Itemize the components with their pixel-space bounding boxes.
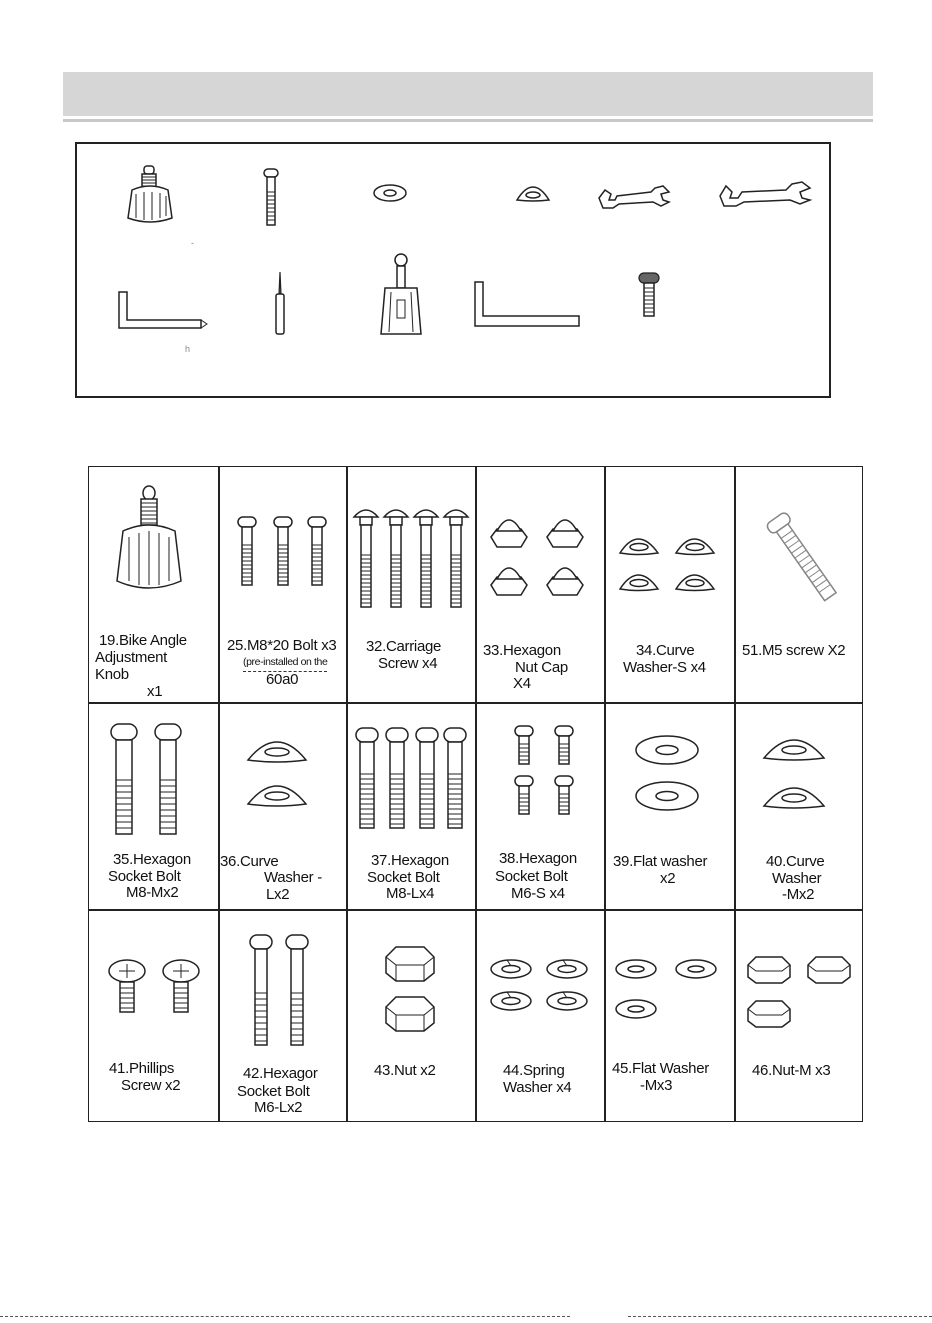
part-label: 19.Bike Angle xyxy=(99,632,187,649)
part-label: 25.M8*20 Bolt x3 xyxy=(227,637,337,654)
part-label: 34.Curve xyxy=(636,642,695,659)
part-label: 60a0 xyxy=(266,671,299,688)
flat-washer-icon xyxy=(634,734,700,821)
part-cell-43 xyxy=(346,909,475,1121)
part-cell-36 xyxy=(218,702,346,909)
curve-washer-icon xyxy=(246,732,308,817)
part-label: M6-S x4 xyxy=(511,885,565,902)
phillips-screw-icon xyxy=(107,957,203,1020)
part-label: M8-Lx4 xyxy=(386,885,435,902)
section-header-bar xyxy=(63,72,873,116)
header-underline xyxy=(63,119,873,122)
part-cell-38 xyxy=(475,702,604,909)
carriage-screw-icon xyxy=(352,503,470,614)
part-label: Screw x4 xyxy=(378,655,438,672)
part-cell-34 xyxy=(604,467,734,702)
part-label: x1 xyxy=(147,683,163,700)
part-label: -Mx2 xyxy=(782,886,815,903)
part-label: x2 xyxy=(660,870,676,887)
screwdriver-icon xyxy=(273,272,287,336)
part-label: 45.Flat Washer xyxy=(612,1060,709,1077)
curve-washer-icon xyxy=(618,529,718,602)
adjustment-knob-icon xyxy=(122,164,178,226)
part-cell-25 xyxy=(218,467,346,702)
socket-bolt-icon xyxy=(513,724,577,823)
part-label: (pre-installed on the xyxy=(243,654,327,672)
part-label: M6-Lx2 xyxy=(254,1099,303,1116)
part-cell-19 xyxy=(89,467,218,702)
socket-bolt-icon xyxy=(354,726,468,835)
part-cell-45 xyxy=(604,909,734,1121)
part-label: 44.Spring xyxy=(503,1062,565,1079)
curve-washer-icon xyxy=(762,730,826,819)
tool-caption: h xyxy=(185,344,191,354)
part-label: 35.Hexagon xyxy=(113,851,191,868)
part-label: 51.M5 screw X2 xyxy=(742,642,846,659)
part-cell-35 xyxy=(89,702,218,909)
curve-washer-icon xyxy=(514,180,552,204)
part-label: Adjustment xyxy=(95,649,168,666)
part-label: M8-Mx2 xyxy=(126,884,179,901)
part-label: -Mx3 xyxy=(640,1077,673,1094)
part-label: 40.Curve xyxy=(766,853,825,870)
part-label: Washer xyxy=(772,870,822,887)
part-label: 37.Hexagon xyxy=(371,852,449,869)
part-cell-41 xyxy=(89,909,218,1121)
part-cell-37 xyxy=(346,702,475,909)
hex-nut-icon xyxy=(382,945,438,1040)
part-label: Washer-S x4 xyxy=(623,659,706,676)
allen-key-icon xyxy=(473,280,583,330)
part-label: 43.Nut x2 xyxy=(374,1062,436,1079)
part-label: 46.Nut-M x3 xyxy=(752,1062,831,1079)
flat-washer-icon xyxy=(614,957,722,1028)
part-label: 36.Curve xyxy=(220,853,279,870)
hardware-parts-grid xyxy=(88,466,863,1122)
part-cell-51 xyxy=(734,467,864,702)
page-edge-line xyxy=(0,1316,570,1317)
part-label: Socket Bolt xyxy=(367,869,440,886)
part-label: Washer - xyxy=(264,869,322,886)
part-label: X4 xyxy=(513,675,531,692)
part-label: Socket Bolt xyxy=(237,1083,310,1100)
hexagon-nut-cap-icon xyxy=(487,507,591,606)
socket-bolt-icon xyxy=(248,933,314,1052)
part-cell-40 xyxy=(734,702,864,909)
part-label: Washer x4 xyxy=(503,1079,572,1096)
part-label: Screw x2 xyxy=(121,1077,181,1094)
bolt-icon xyxy=(261,168,281,228)
part-label: Lx2 xyxy=(266,886,290,903)
part-label: Knob xyxy=(95,666,129,683)
part-cell-46 xyxy=(734,909,864,1121)
page-edge-line xyxy=(628,1316,932,1317)
part-label: 39.Flat washer xyxy=(613,853,708,870)
part-cell-39 xyxy=(604,702,734,909)
tools-panel xyxy=(75,142,831,398)
allen-key-icon xyxy=(115,290,207,332)
part-label: Nut Cap xyxy=(515,659,568,676)
screw-icon xyxy=(764,509,844,614)
adjustment-knob-icon xyxy=(109,485,189,596)
socket-tool-icon xyxy=(377,252,425,338)
screw-icon xyxy=(637,272,661,318)
part-label: Socket Bolt xyxy=(108,868,181,885)
part-label: Socket Bolt xyxy=(495,868,568,885)
bolt-icon xyxy=(236,515,332,592)
part-label: 32.Carriage xyxy=(366,638,442,655)
hex-nut-icon xyxy=(746,955,856,1036)
part-label: 41.Phillips xyxy=(109,1060,175,1077)
spring-washer-icon xyxy=(489,957,591,1022)
wrench-icon xyxy=(597,180,671,210)
wrench-icon xyxy=(718,178,812,208)
flat-washer-icon xyxy=(372,182,408,204)
part-label: 38.Hexagon xyxy=(499,850,577,867)
part-cell-32 xyxy=(346,467,475,702)
part-cell-33 xyxy=(475,467,604,702)
part-label: 42.Hexagor xyxy=(243,1065,318,1082)
socket-bolt-icon xyxy=(109,722,185,841)
part-cell-42 xyxy=(218,909,346,1121)
part-cell-44 xyxy=(475,909,604,1121)
tool-caption: - xyxy=(191,238,194,248)
part-label: 33.Hexagon xyxy=(483,642,561,659)
